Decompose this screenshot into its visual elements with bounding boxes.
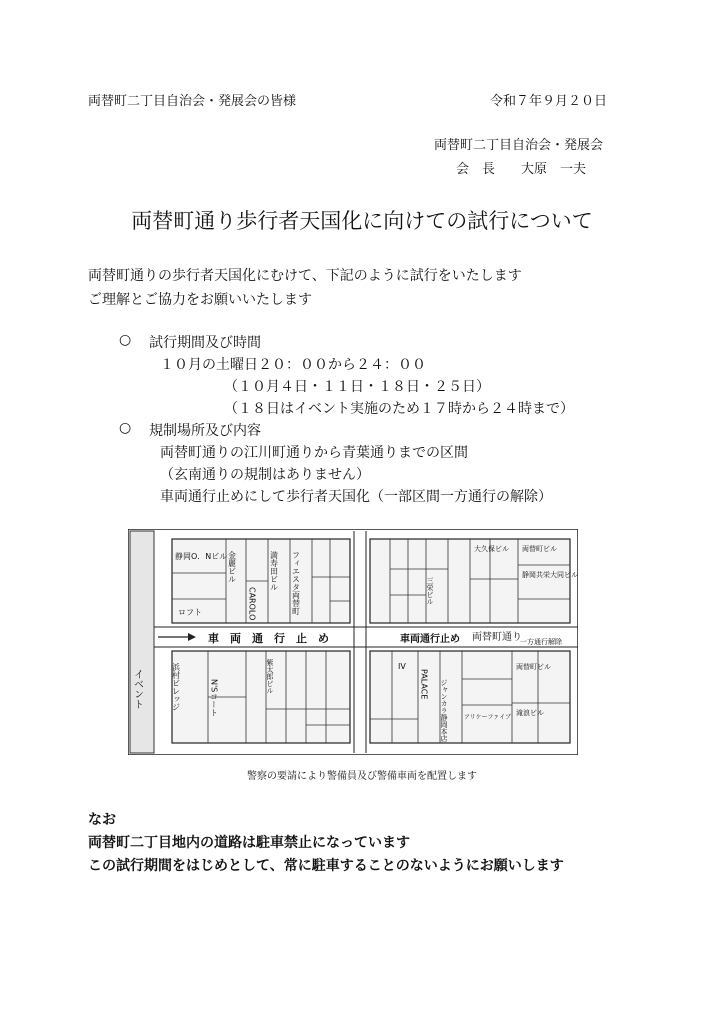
map-building: ロフト [178, 608, 202, 617]
map-building: PALACE [419, 669, 429, 700]
item-heading-period: 試行期間及び時間 [149, 335, 261, 351]
addressee: 両替町二丁目自治会・発展会の皆様 [88, 94, 297, 109]
sender-org: 両替町二丁目自治会・発展会 [434, 138, 604, 153]
map-building: アリケーファイブ [464, 714, 512, 721]
map-oneway-label: 一方通行解除 [520, 638, 562, 646]
street-map-svg [128, 529, 578, 755]
street-map [128, 529, 578, 755]
map-building: 滝浪ビル [516, 709, 544, 717]
map-building: ジャンカラ静岡本店 [440, 679, 448, 742]
map-building: CAROLO [247, 587, 257, 621]
note-line-2: この試行期間をはじめとして、常に駐車することのないようにお願いします [88, 858, 564, 874]
map-building: 両替町ビル [522, 545, 557, 553]
item-line-time: １０月の土曜日２０：００から２４：００ [160, 357, 426, 373]
item-line-section: 両替町通りの江川町通りから青葉通りまでの区間 [160, 445, 468, 461]
map-building: 大久保ビル [474, 545, 509, 553]
intro-line-1: 両替町通りの歩行者天国化にむけて、下記のように試行をいたします [88, 268, 522, 284]
map-building: 満寿田ビル [269, 551, 279, 591]
map-building: 金麗ビル [227, 551, 237, 583]
map-building: 紫太郎ビル [266, 659, 274, 694]
date: 令和７年９月２０日 [490, 94, 608, 109]
map-building: 静岡O．Nビル [175, 552, 228, 561]
bullet-mark-1: ○ [119, 332, 132, 348]
item-line-event: （１８日はイベント実施のため１７時から２４時まで） [224, 401, 574, 417]
item-line-closure: 車両通行止めにして歩行者天国化（一部区間一方通行の解除） [160, 489, 552, 505]
note-heading: なお [88, 812, 116, 828]
item-line-dates: （１０月４日・１１日・１８日・２５日） [224, 379, 490, 395]
map-event-label: イベント [131, 669, 143, 709]
map-street-closure-left: 車 両 通 行 止 め [208, 632, 329, 645]
map-street-name: 両替町通り [472, 632, 522, 643]
note-line-1: 両替町二丁目地内の道路は駐車禁止になっています [88, 835, 410, 851]
map-building: 静岡共栄大同ビル [522, 571, 578, 579]
item-line-gennan: （玄南通りの規制はありません） [160, 467, 370, 483]
map-building: N'Sコート [209, 679, 219, 717]
map-building: フィエスタ両替町 [291, 551, 301, 615]
map-building: 浜村ビレッジ [171, 663, 181, 711]
bullet-mark-2: ○ [119, 420, 132, 436]
map-building: 三栄ビル [426, 577, 434, 605]
intro-line-2: ご理解とご協力をお願いいたします [88, 292, 312, 308]
map-building: 両替町ビル [516, 663, 551, 671]
map-street-closure-mid: 車両通行止め [400, 634, 460, 645]
page-title: 両替町通り歩行者天国化に向けての試行について [131, 209, 593, 233]
map-caption: 警察の要請により警備員及び警備車両を配置します [247, 771, 477, 782]
item-heading-place: 規制場所及び内容 [149, 423, 261, 439]
sender-name: 会 長 大原 一夫 [456, 162, 587, 177]
map-building: IV [398, 662, 406, 671]
